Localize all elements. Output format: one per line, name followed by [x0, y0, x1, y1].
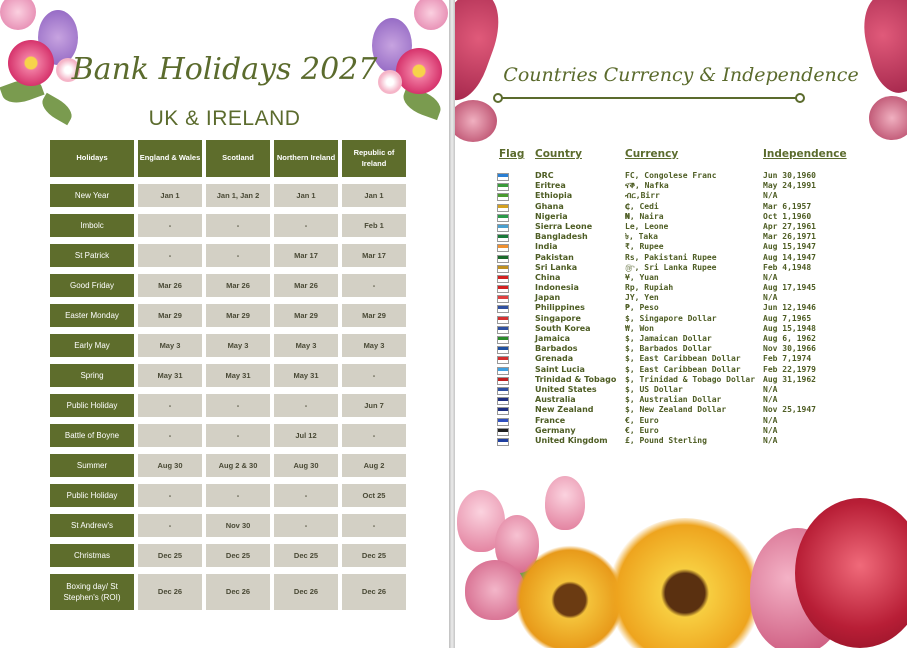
independence-date: Apr 27,1961	[763, 221, 816, 231]
holiday-name: St Andrew's	[50, 514, 134, 537]
list-item	[497, 253, 897, 263]
holiday-date: Aug 30	[274, 454, 338, 477]
country-name: Ghana	[535, 201, 564, 211]
list-item	[497, 334, 897, 344]
flag-icon-philippines	[497, 305, 509, 313]
table-row	[50, 484, 406, 507]
page-title: Bank Holidays 2027	[71, 52, 378, 87]
list-item	[497, 181, 897, 191]
holiday-date: -	[342, 514, 406, 537]
independence-date: Jun 30,1960	[763, 171, 816, 180]
bank-holidays-page	[0, 0, 449, 648]
holiday-date: May 31	[138, 364, 202, 387]
list-item	[497, 375, 897, 385]
independence-date: Feb 22,1979	[763, 364, 816, 374]
holiday-name: Summer	[50, 454, 134, 477]
holiday-date: Dec 26	[342, 574, 406, 610]
flag-icon-pakistan	[497, 255, 509, 263]
currency-name: ₦, Naira	[625, 211, 664, 221]
flag-icon-bangladesh	[497, 234, 509, 242]
header-republic-of-ireland: Republic of Ireland	[342, 140, 406, 177]
independence-date: Feb 4,1948	[763, 262, 812, 272]
holiday-date: -	[274, 484, 338, 507]
holiday-name: Public Holiday	[50, 484, 134, 507]
flag-icon-sierra-leone	[497, 224, 509, 232]
holiday-date: -	[138, 424, 202, 447]
holiday-date: Mar 26	[274, 274, 338, 297]
country-name: Grenada	[535, 354, 574, 364]
holiday-date: -	[206, 484, 270, 507]
list-item	[497, 242, 897, 252]
independence-date: Aug 15,1948	[763, 323, 816, 333]
currency-name: £, Pound Sterling	[625, 435, 707, 445]
country-name: Sierra Leone	[535, 221, 593, 231]
independence-date: Nov 30,1966	[763, 344, 816, 354]
list-item	[497, 191, 897, 201]
holiday-date: Mar 17	[274, 244, 338, 267]
holiday-date: Jan 1, Jan 2	[206, 184, 270, 207]
divider-dot-left	[493, 93, 503, 103]
country-name: Eritrea	[535, 181, 566, 191]
list-item	[497, 273, 897, 283]
holiday-date: Mar 26	[138, 274, 202, 297]
independence-date: Nov 25,1947	[763, 405, 816, 415]
currency-name: ₹, Rupee	[625, 242, 664, 252]
list-item	[497, 202, 897, 212]
country-name: Barbados	[535, 344, 578, 354]
column-header-flag: Flag	[499, 148, 525, 160]
flag-icon-indonesia	[497, 285, 509, 293]
country-name: Indonesia	[535, 283, 579, 293]
table-row	[50, 184, 406, 207]
holiday-date: May 3	[342, 334, 406, 357]
holiday-date: -	[342, 424, 406, 447]
independence-date: Aug 31,1962	[763, 374, 816, 384]
table-row	[50, 544, 406, 567]
flag-icon-germany	[497, 428, 509, 436]
holiday-date: Aug 2	[342, 454, 406, 477]
currency-name: ብር,Birr	[625, 191, 660, 201]
header-holidays: Holidays	[50, 140, 134, 177]
country-name: Trinidad & Tobago	[535, 374, 617, 384]
country-name: Jamaica	[535, 334, 570, 343]
list-item	[497, 365, 897, 375]
table-row	[50, 514, 406, 537]
table-row	[50, 574, 406, 610]
currency-list	[497, 171, 897, 446]
title-divider	[501, 97, 799, 99]
country-name: Ethiopia	[535, 191, 573, 201]
holiday-date: May 31	[274, 364, 338, 387]
table-row	[50, 304, 406, 327]
column-header-independence: Independence	[763, 148, 847, 160]
independence-date: Feb 7,1974	[763, 354, 812, 364]
flag-icon-new-zealand	[497, 407, 509, 415]
country-name: Australia	[535, 395, 576, 405]
currency-name: €, Euro	[625, 425, 659, 435]
holiday-date: Jul 12	[274, 424, 338, 447]
holiday-name: Imbolc	[50, 214, 134, 237]
independence-date: Oct 1,1960	[763, 211, 812, 221]
independence-date: Mar 26,1971	[763, 232, 816, 242]
independence-date: Aug 14,1947	[763, 252, 816, 262]
holiday-date: Mar 29	[342, 304, 406, 327]
holiday-date: Mar 29	[274, 304, 338, 327]
holiday-date: -	[206, 214, 270, 237]
independence-date: N/A	[763, 293, 778, 303]
holiday-name: Spring	[50, 364, 134, 387]
independence-date: Jun 12,1946	[763, 303, 816, 313]
currency-name: €, Euro	[625, 415, 659, 425]
holiday-name: Public Holiday	[50, 394, 134, 417]
holiday-date: -	[206, 244, 270, 267]
currency-name: $, US Dollar	[625, 384, 683, 394]
list-item	[497, 303, 897, 313]
country-name: DRC	[535, 171, 554, 180]
independence-date: N/A	[763, 395, 778, 405]
holiday-date: -	[342, 364, 406, 387]
flag-icon-ghana	[497, 204, 509, 212]
flag-icon-australia	[497, 397, 509, 405]
holiday-date: Feb 1	[342, 214, 406, 237]
country-name: Pakistan	[535, 252, 574, 262]
flag-icon-south-korea	[497, 326, 509, 334]
currency-name: $, New Zealand Dollar	[625, 405, 727, 415]
list-item	[497, 212, 897, 222]
list-item	[497, 263, 897, 273]
list-item	[497, 222, 897, 232]
header-england-wales: England & Wales	[138, 140, 202, 177]
table-row	[50, 274, 406, 297]
currency-name: ናቕ, Nafka	[625, 181, 669, 191]
independence-date: Aug 15,1947	[763, 242, 816, 252]
flag-icon-nigeria	[497, 214, 509, 222]
list-item	[497, 354, 897, 364]
list-item	[497, 293, 897, 303]
holiday-date: Mar 26	[206, 274, 270, 297]
country-name: Singapore	[535, 313, 581, 323]
flag-icon-saint-lucia	[497, 367, 509, 375]
holiday-name: Battle of Boyne	[50, 424, 134, 447]
page-title: Countries Currency & Independence	[503, 64, 859, 86]
independence-date: Aug 17,1945	[763, 283, 816, 293]
holiday-name: Early May	[50, 334, 134, 357]
holiday-date: -	[274, 214, 338, 237]
holiday-name: St Patrick	[50, 244, 134, 267]
country-name: Bangladesh	[535, 232, 588, 242]
country-name: United States	[535, 384, 597, 394]
flag-icon-eritrea	[497, 183, 509, 191]
independence-date: N/A	[763, 415, 778, 425]
flag-icon-barbados	[497, 346, 509, 354]
holiday-date: May 3	[274, 334, 338, 357]
country-name: Philippines	[535, 303, 585, 313]
country-name: Saint Lucia	[535, 364, 585, 374]
currency-name: ৳, Taka	[625, 232, 658, 242]
flag-icon-united-kingdom	[497, 438, 509, 446]
list-item	[497, 232, 897, 242]
holiday-date: Aug 30	[138, 454, 202, 477]
table-row	[50, 334, 406, 357]
independence-date: N/A	[763, 272, 778, 282]
holiday-date: May 3	[206, 334, 270, 357]
flag-icon-drc	[497, 173, 509, 181]
holiday-date: -	[138, 514, 202, 537]
holiday-date: Dec 25	[206, 544, 270, 567]
flag-icon-trinidad-tobago	[497, 377, 509, 385]
holiday-date: -	[274, 514, 338, 537]
currency-name: $, Barbados Dollar	[625, 344, 712, 354]
holiday-date: -	[206, 394, 270, 417]
independence-date: Aug 7,1965	[763, 313, 812, 323]
country-name: South Korea	[535, 323, 591, 333]
holiday-date: Dec 25	[138, 544, 202, 567]
currency-name: $, East Caribbean Dollar	[625, 354, 741, 364]
currency-name: ¥, Yuan	[625, 272, 659, 282]
holiday-name: Easter Monday	[50, 304, 134, 327]
list-item	[497, 426, 897, 436]
divider-dot-right	[795, 93, 805, 103]
currency-name: FC, Congolese Franc	[625, 171, 717, 180]
holiday-date: May 3	[138, 334, 202, 357]
holiday-date: -	[138, 244, 202, 267]
holiday-date: Mar 29	[206, 304, 270, 327]
currency-name: $, Jamaican Dollar	[625, 334, 712, 343]
holiday-date: Jan 1	[274, 184, 338, 207]
list-item	[497, 436, 897, 446]
flag-icon-india	[497, 244, 509, 252]
currency-name: Rs, Pakistani Rupee	[625, 252, 717, 262]
currency-name: ₱, Peso	[625, 303, 659, 313]
holiday-date: -	[342, 274, 406, 297]
holiday-date: Dec 25	[342, 544, 406, 567]
currency-name: JY, Yen	[625, 293, 659, 303]
country-name: China	[535, 272, 561, 282]
holiday-date: Nov 30	[206, 514, 270, 537]
table-row	[50, 364, 406, 387]
list-item	[497, 324, 897, 334]
holiday-date: -	[206, 424, 270, 447]
independence-date: N/A	[763, 435, 778, 445]
currency-name: ௹, Sri Lanka Rupee	[625, 262, 717, 272]
country-name: Japan	[535, 293, 561, 303]
header-scotland: Scotland	[206, 140, 270, 177]
holiday-date: -	[138, 484, 202, 507]
flag-icon-singapore	[497, 316, 509, 324]
country-name: India	[535, 242, 558, 252]
currency-name: ₩, Won	[625, 323, 654, 333]
holiday-name: Good Friday	[50, 274, 134, 297]
holiday-date: Mar 17	[342, 244, 406, 267]
column-header-currency: Currency	[625, 148, 679, 160]
column-header-country: Country	[535, 148, 582, 160]
list-item	[497, 385, 897, 395]
list-item	[497, 344, 897, 354]
holiday-date: Jun 7	[342, 394, 406, 417]
independence-date: N/A	[763, 191, 778, 201]
holiday-name: New Year	[50, 184, 134, 207]
currency-name: Le, Leone	[625, 221, 669, 231]
holiday-date: Dec 26	[274, 574, 338, 610]
holiday-date: -	[274, 394, 338, 417]
flag-icon-united-states	[497, 387, 509, 395]
holiday-date: -	[138, 214, 202, 237]
independence-date: May 24,1991	[763, 181, 816, 191]
independence-date: Aug 6, 1962	[763, 334, 816, 343]
holiday-date: Jan 1	[342, 184, 406, 207]
holiday-date: May 31	[206, 364, 270, 387]
holiday-date: Dec 26	[206, 574, 270, 610]
flag-icon-sri-lanka	[497, 265, 509, 273]
currency-name: Rp, Rupiah	[625, 283, 674, 293]
flag-icon-ethiopia	[497, 193, 509, 201]
country-name: New Zealand	[535, 405, 594, 415]
holiday-name: Christmas	[50, 544, 134, 567]
currency-name: $, Trinidad & Tobago Dollar	[625, 374, 756, 384]
holiday-date: Oct 25	[342, 484, 406, 507]
currency-name: $, Australian Dollar	[625, 395, 722, 405]
flag-icon-jamaica	[497, 336, 509, 344]
flag-icon-grenada	[497, 356, 509, 364]
currency-name: ₵, Cedi	[625, 201, 659, 211]
list-item	[497, 171, 897, 181]
page-subtitle: UK & IRELAND	[148, 107, 301, 130]
independence-date: Mar 6,1957	[763, 201, 812, 211]
country-name: Nigeria	[535, 211, 568, 221]
country-name: United Kingdom	[535, 435, 608, 445]
flag-icon-china	[497, 275, 509, 283]
flag-icon-japan	[497, 295, 509, 303]
header-northern-ireland: Northern Ireland	[274, 140, 338, 177]
holiday-date: Jan 1	[138, 184, 202, 207]
independence-date: N/A	[763, 425, 778, 435]
table-row	[50, 214, 406, 237]
list-item	[497, 395, 897, 405]
currency-independence-page	[455, 0, 907, 648]
table-row	[50, 244, 406, 267]
list-item	[497, 283, 897, 293]
country-name: Sri Lanka	[535, 262, 578, 272]
list-item	[497, 405, 897, 415]
table-row	[50, 454, 406, 477]
flag-icon-france	[497, 418, 509, 426]
list-item	[497, 314, 897, 324]
independence-date: N/A	[763, 384, 778, 394]
currency-name: $, Singapore Dollar	[625, 313, 717, 323]
country-name: France	[535, 415, 566, 425]
holiday-date: Dec 25	[274, 544, 338, 567]
currency-name: $, East Caribbean Dollar	[625, 364, 741, 374]
holiday-date: Mar 29	[138, 304, 202, 327]
table-row	[50, 394, 406, 417]
table-row	[50, 424, 406, 447]
list-item	[497, 416, 897, 426]
country-name: Germany	[535, 425, 576, 435]
holiday-name: Boxing day/ St Stephen's (ROI)	[50, 574, 134, 610]
holiday-date: Dec 26	[138, 574, 202, 610]
holiday-date: -	[138, 394, 202, 417]
bank-holidays-table	[46, 133, 410, 617]
holiday-date: Aug 2 & 30	[206, 454, 270, 477]
